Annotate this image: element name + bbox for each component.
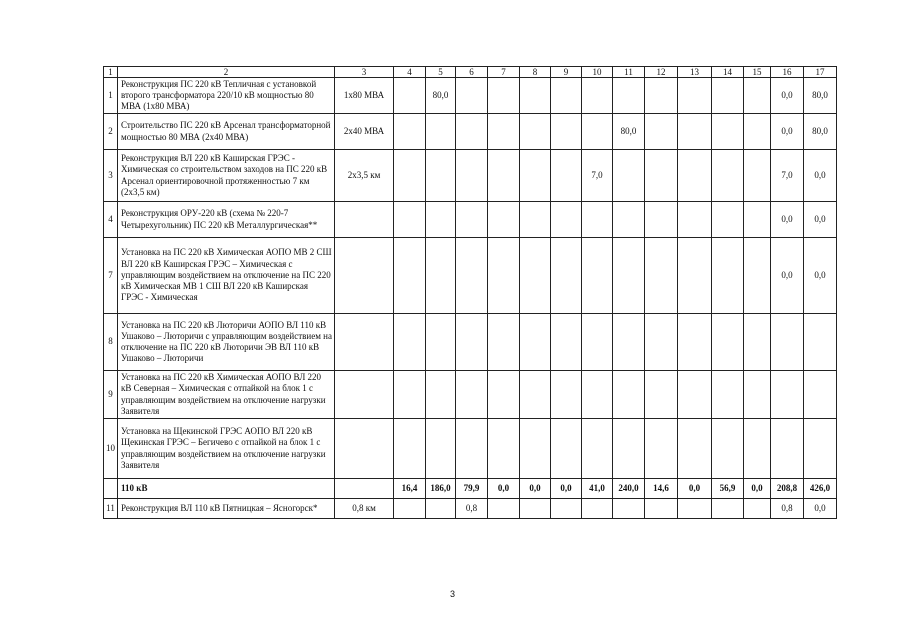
row-number: 10: [104, 419, 118, 479]
value-cell: [613, 371, 645, 419]
column-header: 15: [744, 67, 771, 78]
column-header: 3: [335, 67, 394, 78]
value-cell: 0,0: [804, 499, 837, 519]
row-name: Установка на Щекинской ГРЭС АОПО ВЛ 220 кВ Щекинская ГРЭС – Бегичево с отпайкой на блок 1 с управляющим воздействием на отключение нагрузки Заявителя: [118, 419, 335, 479]
value-cell: 0,0: [678, 479, 712, 499]
value-cell: [678, 202, 712, 238]
row-name: Реконструкция ВЛ 220 кВ Каширская ГРЭС - Химическая со строительством заходов на ПС 220 кВ Арсенал ориентировочной протяженностью 7 км (2х3,5 км): [118, 150, 335, 202]
value-cell: [394, 78, 426, 114]
value-cell: [744, 78, 771, 114]
row-parameter: 2х3,5 км: [335, 150, 394, 202]
table-body: [104, 67, 837, 519]
row-parameter: [335, 238, 394, 314]
value-cell: 41,0: [582, 479, 613, 499]
value-cell: 0,0: [488, 479, 520, 499]
value-cell: 0,0: [771, 238, 804, 314]
column-header: 2: [118, 67, 335, 78]
value-cell: [744, 238, 771, 314]
value-cell: [520, 499, 551, 519]
row-name: Установка на ПС 220 кВ Люторичи АОПО ВЛ 110 кВ Ушаково – Люторичи с управляющим воздействием на отключение на ПС 220 кВ Люторичи ЭВ ВЛ 110 кВ Ушаково – Люторичи: [118, 314, 335, 371]
value-cell: [520, 150, 551, 202]
row-name: Установка на ПС 220 кВ Химическая АОПО МВ 2 СШ ВЛ 220 кВ Каширская ГРЭС – Химическая с управляющим воздействием на отключение на ПС 220 кВ Химическая МВ 1 СШ ВЛ 220 кВ Каширская ГРЭС - Химическая: [118, 238, 335, 314]
value-cell: 186,0: [426, 479, 456, 499]
row-number: 8: [104, 314, 118, 371]
value-cell: [804, 419, 837, 479]
value-cell: [426, 114, 456, 150]
value-cell: [645, 499, 678, 519]
value-cell: [712, 238, 744, 314]
value-cell: 80,0: [804, 78, 837, 114]
row-number: 2: [104, 114, 118, 150]
value-cell: [488, 114, 520, 150]
value-cell: [394, 150, 426, 202]
row-name: Реконструкция ВЛ 110 кВ Пятницкая – Ясногорск*: [118, 499, 335, 519]
data-table: [103, 66, 837, 519]
row-number: 9: [104, 371, 118, 419]
row-parameter: [335, 419, 394, 479]
value-cell: [613, 499, 645, 519]
value-cell: [712, 78, 744, 114]
value-cell: [645, 238, 678, 314]
value-cell: 80,0: [613, 114, 645, 150]
column-header: 10: [582, 67, 613, 78]
value-cell: 56,9: [712, 479, 744, 499]
value-cell: 0,0: [520, 479, 551, 499]
value-cell: [520, 314, 551, 371]
row-parameter: [335, 479, 394, 499]
table-row: [104, 479, 837, 499]
value-cell: [426, 202, 456, 238]
value-cell: [488, 314, 520, 371]
value-cell: 0,8: [771, 499, 804, 519]
row-parameter: 0,8 км: [335, 499, 394, 519]
value-cell: [551, 150, 582, 202]
value-cell: [456, 419, 488, 479]
value-cell: 208,8: [771, 479, 804, 499]
value-cell: [744, 499, 771, 519]
row-name: Реконструкция ПС 220 кВ Тепличная с установкой второго трансформатора 220/10 кВ мощностью 80 МВА (1х80 МВА): [118, 78, 335, 114]
table-row: [104, 419, 837, 479]
value-cell: [426, 419, 456, 479]
value-cell: [613, 78, 645, 114]
table-row: [104, 114, 837, 150]
value-cell: [678, 78, 712, 114]
column-header: 7: [488, 67, 520, 78]
value-cell: [771, 371, 804, 419]
column-header: 6: [456, 67, 488, 78]
value-cell: [744, 371, 771, 419]
row-name: Установка на ПС 220 кВ Химическая АОПО ВЛ 220 кВ Северная – Химическая с отпайкой на блок 1 с управляющим воздействием на отключение нагрузки Заявителя: [118, 371, 335, 419]
value-cell: [456, 150, 488, 202]
value-cell: [456, 314, 488, 371]
value-cell: [613, 150, 645, 202]
row-number: 3: [104, 150, 118, 202]
value-cell: [582, 78, 613, 114]
value-cell: [645, 419, 678, 479]
row-parameter: [335, 202, 394, 238]
value-cell: 14,6: [645, 479, 678, 499]
value-cell: [712, 371, 744, 419]
value-cell: [520, 114, 551, 150]
column-header: 4: [394, 67, 426, 78]
column-header: 17: [804, 67, 837, 78]
value-cell: [744, 314, 771, 371]
column-header: 13: [678, 67, 712, 78]
column-header: 1: [104, 67, 118, 78]
value-cell: [551, 314, 582, 371]
table-header-row: [104, 67, 837, 78]
value-cell: [456, 238, 488, 314]
value-cell: [744, 114, 771, 150]
value-cell: [582, 202, 613, 238]
value-cell: [804, 314, 837, 371]
value-cell: [394, 314, 426, 371]
value-cell: [645, 371, 678, 419]
value-cell: [488, 238, 520, 314]
value-cell: [551, 238, 582, 314]
value-cell: 0,0: [771, 114, 804, 150]
value-cell: 7,0: [771, 150, 804, 202]
value-cell: 0,0: [771, 78, 804, 114]
value-cell: [678, 314, 712, 371]
value-cell: [426, 314, 456, 371]
value-cell: [551, 114, 582, 150]
value-cell: 80,0: [426, 78, 456, 114]
value-cell: [488, 78, 520, 114]
value-cell: [771, 419, 804, 479]
value-cell: 0,8: [456, 499, 488, 519]
value-cell: [678, 499, 712, 519]
value-cell: [645, 114, 678, 150]
value-cell: 7,0: [582, 150, 613, 202]
value-cell: [613, 314, 645, 371]
row-parameter: [335, 314, 394, 371]
value-cell: [712, 114, 744, 150]
value-cell: [645, 202, 678, 238]
value-cell: [613, 238, 645, 314]
table-row: [104, 150, 837, 202]
row-number: 4: [104, 202, 118, 238]
row-parameter: 1х80 МВА: [335, 78, 394, 114]
value-cell: [456, 114, 488, 150]
value-cell: [712, 499, 744, 519]
table-row: [104, 499, 837, 519]
value-cell: [804, 371, 837, 419]
value-cell: [394, 114, 426, 150]
column-header: 8: [520, 67, 551, 78]
value-cell: [394, 499, 426, 519]
value-cell: [456, 78, 488, 114]
value-cell: [712, 202, 744, 238]
value-cell: [678, 371, 712, 419]
value-cell: [712, 150, 744, 202]
value-cell: [678, 150, 712, 202]
value-cell: [551, 499, 582, 519]
value-cell: [613, 202, 645, 238]
page-number: 3: [449, 589, 455, 599]
column-header: 12: [645, 67, 678, 78]
value-cell: 0,0: [804, 202, 837, 238]
value-cell: [551, 202, 582, 238]
value-cell: [426, 499, 456, 519]
value-cell: [456, 371, 488, 419]
value-cell: [520, 78, 551, 114]
row-number: 11: [104, 499, 118, 519]
value-cell: [744, 150, 771, 202]
value-cell: [394, 238, 426, 314]
value-cell: [771, 314, 804, 371]
value-cell: [678, 238, 712, 314]
value-cell: [488, 150, 520, 202]
value-cell: [551, 371, 582, 419]
value-cell: [582, 238, 613, 314]
value-cell: [582, 371, 613, 419]
row-name: Строительство ПС 220 кВ Арсенал трансформаторной мощностью 80 МВА (2х40 МВА): [118, 114, 335, 150]
value-cell: [712, 419, 744, 479]
value-cell: [488, 371, 520, 419]
value-cell: [582, 419, 613, 479]
value-cell: 79,9: [456, 479, 488, 499]
value-cell: 240,0: [613, 479, 645, 499]
value-cell: 426,0: [804, 479, 837, 499]
value-cell: [520, 238, 551, 314]
value-cell: [520, 202, 551, 238]
value-cell: 0,0: [804, 150, 837, 202]
value-cell: [613, 419, 645, 479]
table-row: [104, 78, 837, 114]
value-cell: 80,0: [804, 114, 837, 150]
value-cell: [678, 114, 712, 150]
column-header: 16: [771, 67, 804, 78]
value-cell: [520, 371, 551, 419]
value-cell: [394, 371, 426, 419]
value-cell: [582, 499, 613, 519]
value-cell: [456, 202, 488, 238]
value-cell: [645, 78, 678, 114]
column-header: 11: [613, 67, 645, 78]
row-name: Реконструкция ОРУ-220 кВ (схема № 220-7 Четырехугольник) ПС 220 кВ Металлургическая**: [118, 202, 335, 238]
row-parameter: [335, 371, 394, 419]
value-cell: [551, 419, 582, 479]
column-header: 5: [426, 67, 456, 78]
table-row: [104, 202, 837, 238]
value-cell: [488, 202, 520, 238]
table-row: [104, 371, 837, 419]
value-cell: [520, 419, 551, 479]
value-cell: [712, 314, 744, 371]
value-cell: 16,4: [394, 479, 426, 499]
value-cell: [645, 314, 678, 371]
value-cell: [582, 314, 613, 371]
value-cell: [426, 238, 456, 314]
row-number: 1: [104, 78, 118, 114]
value-cell: [426, 150, 456, 202]
table-row: [104, 314, 837, 371]
value-cell: [426, 371, 456, 419]
row-number: 7: [104, 238, 118, 314]
row-number: [104, 479, 118, 499]
value-cell: [488, 499, 520, 519]
value-cell: [488, 419, 520, 479]
row-parameter: 2х40 МВА: [335, 114, 394, 150]
value-cell: 0,0: [771, 202, 804, 238]
value-cell: [582, 114, 613, 150]
value-cell: [744, 202, 771, 238]
value-cell: 0,0: [744, 479, 771, 499]
value-cell: [744, 419, 771, 479]
value-cell: [394, 202, 426, 238]
value-cell: [678, 419, 712, 479]
value-cell: 0,0: [551, 479, 582, 499]
value-cell: 0,0: [804, 238, 837, 314]
value-cell: [394, 419, 426, 479]
row-name: 110 кВ: [118, 479, 335, 499]
table-row: [104, 238, 837, 314]
column-header: 9: [551, 67, 582, 78]
value-cell: [645, 150, 678, 202]
column-header: 14: [712, 67, 744, 78]
value-cell: [551, 78, 582, 114]
